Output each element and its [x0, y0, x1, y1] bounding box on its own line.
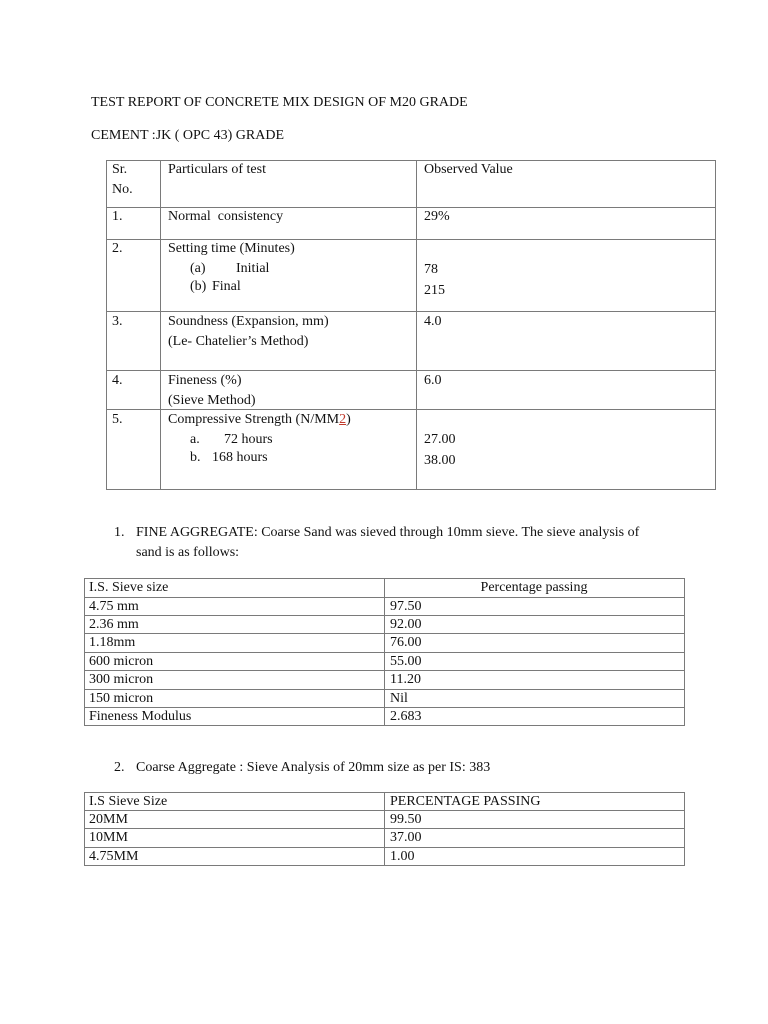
row5-sub-b: 168 hours: [212, 450, 268, 465]
fine-row-passing: 2.683: [390, 709, 422, 724]
coarse-row-passing: 99.50: [390, 812, 422, 827]
fine-row-passing: 55.00: [390, 654, 422, 669]
row1-value: 29%: [424, 209, 450, 224]
fine-aggregate-text-1: FINE AGGREGATE: Coarse Sand was sieved through 10mm sieve. The sieve analysis of: [136, 525, 640, 540]
row1-particular: Normal consistency: [168, 209, 284, 224]
row5-value-b: 38.00: [424, 453, 456, 468]
fine-row-passing: 11.20: [390, 672, 421, 687]
row2-sub-b: Final: [212, 279, 241, 294]
coarse-aggregate-text: Coarse Aggregate : Sieve Analysis of 20mm size as per IS: 383: [136, 760, 491, 775]
row4-value: 6.0: [424, 373, 442, 388]
coarse-row-sieve: 10MM: [89, 830, 128, 845]
row2-sr: 2.: [112, 241, 123, 256]
row2-value-b: 215: [424, 283, 445, 298]
header-no: No.: [112, 182, 133, 197]
row5-particular-pre: Compressive Strength (N/MM: [168, 412, 340, 427]
row5-sub-a-marker: a.: [190, 432, 200, 447]
coarse-row-sieve: 20MM: [89, 812, 128, 827]
row3-particular: Soundness (Expansion, mm): [168, 314, 329, 329]
row5-sub-a: 72 hours: [224, 432, 273, 447]
fine-aggregate-number: 1.: [114, 525, 125, 540]
row3-particular-2: (Le- Chatelier’s Method): [168, 334, 309, 349]
fine-header-sieve: I.S. Sieve size: [89, 580, 169, 595]
report-title: TEST REPORT OF CONCRETE MIX DESIGN OF M20 GRADE: [91, 95, 468, 110]
row1-sr: 1.: [112, 209, 123, 224]
coarse-row-passing: 1.00: [390, 849, 415, 864]
row4-particular: Fineness (%): [168, 373, 242, 388]
fine-aggregate-text-2: sand is as follows:: [136, 545, 240, 560]
row2-sub-a: Initial: [236, 261, 270, 276]
fine-row-sieve: 2.36 mm: [89, 617, 139, 632]
coarse-row-sieve: 4.75MM: [89, 849, 139, 864]
fine-row-sieve: 300 micron: [89, 672, 154, 687]
row4-sr: 4.: [112, 373, 123, 388]
row5-particular: [168, 412, 351, 428]
coarse-header-sieve: I.S Sieve Size: [89, 794, 168, 809]
coarse-row-passing: 37.00: [390, 830, 422, 845]
row5-particular-post: ): [346, 412, 351, 427]
cement-heading: CEMENT :JK ( OPC 43) GRADE: [91, 128, 285, 143]
row3-value: 4.0: [424, 314, 442, 329]
fine-row-sieve: 150 micron: [89, 691, 154, 706]
row4-particular-2: (Sieve Method): [168, 393, 256, 408]
header-observed: Observed Value: [424, 162, 513, 177]
row5-sr: 5.: [112, 412, 123, 427]
header-sr: Sr.: [112, 162, 128, 177]
fine-header-passing: Percentage passing: [480, 580, 588, 595]
row5-sub-b-marker: b.: [190, 450, 201, 465]
row2-particular: Setting time (Minutes): [168, 241, 295, 256]
row3-sr: 3.: [112, 314, 123, 329]
fine-row-passing: 92.00: [390, 617, 422, 632]
coarse-aggregate-number: 2.: [114, 760, 125, 775]
row2-sub-a-marker: (a): [190, 261, 206, 276]
coarse-header-passing: PERCENTAGE PASSING: [390, 794, 541, 809]
fine-row-passing: 97.50: [390, 599, 422, 614]
fine-row-passing: 76.00: [390, 635, 422, 650]
fine-row-sieve: Fineness Modulus: [89, 709, 192, 724]
fine-row-sieve: 600 micron: [89, 654, 154, 669]
row5-particular-sup: 2: [339, 412, 347, 427]
row5-value-a: 27.00: [424, 432, 456, 447]
row2-sub-b-marker: (b): [190, 279, 207, 294]
row2-value-a: 78: [424, 262, 438, 277]
header-particulars: Particulars of test: [168, 162, 266, 177]
fine-row-passing: Nil: [390, 691, 408, 706]
fine-row-sieve: 4.75 mm: [89, 599, 139, 614]
fine-row-sieve: 1.18mm: [89, 635, 136, 650]
